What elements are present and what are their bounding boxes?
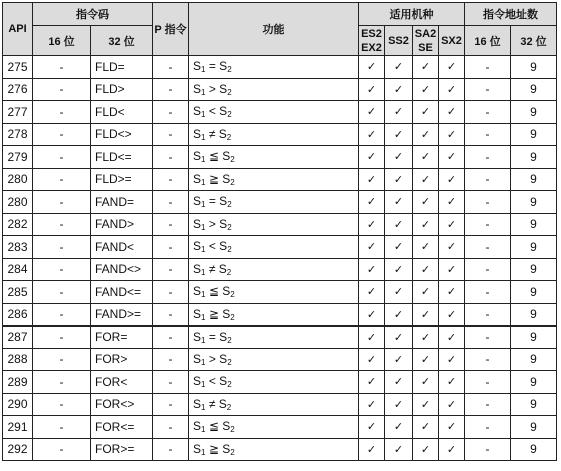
table-row [3,371,557,394]
function-cell [189,258,359,281]
comparison-operator: ≠ [208,261,216,276]
api-cell: 275 [3,56,33,79]
api-cell: 289 [3,371,33,394]
operand-s1: $S_1$ [193,194,206,210]
table-row [3,258,557,281]
steps-32bit-cell: 9 [511,146,557,169]
p-instruction-cell: - [153,101,189,124]
steps-32bit-cell: 9 [511,101,557,124]
operand-s2: $S_2$ [219,194,232,210]
operand-s2: $S_2$ [218,396,232,412]
api-cell: 285 [3,281,33,304]
function-cell [189,326,359,349]
model-ss2-check: ✓ [385,348,413,371]
table-row [3,303,557,326]
operand-s2: $S_2$ [222,306,235,322]
steps-16bit-cell: - [465,168,511,191]
operand-s1: $S_1$ [193,239,206,255]
model-ss2-check: ✓ [385,281,413,304]
model-sx2-check: ✓ [439,236,465,259]
model-es2-check: ✓ [359,371,385,394]
comparison-operator: = [208,329,216,344]
model-es2-check: ✓ [359,326,385,349]
model-ss2-check: ✓ [385,78,413,101]
function-cell [189,348,359,371]
model-ss2-check: ✓ [385,168,413,191]
function-cell [189,438,359,461]
header-steps-32bit: 32 位 [511,26,557,56]
p-instruction-cell: - [153,146,189,169]
steps-32bit-cell: 9 [511,326,557,349]
model-es2-check: ✓ [359,258,385,281]
model-sx2-check: ✓ [439,78,465,101]
steps-32bit-cell: 9 [511,371,557,394]
opcode-16bit-cell: - [33,258,91,281]
model-sa2-check: ✓ [413,326,439,349]
operand-s2: $S_2$ [219,216,232,232]
model-es2-check: ✓ [359,56,385,79]
function-cell [189,416,359,439]
model-ss2-check: ✓ [385,326,413,349]
api-cell: 277 [3,101,33,124]
instruction-table [2,2,557,461]
model-sx2-check: ✓ [439,438,465,461]
opcode-16bit-cell: - [33,393,91,416]
opcode-16bit-cell: - [33,416,91,439]
operand-s1: $S_1$ [193,441,206,457]
steps-32bit-cell: 9 [511,236,557,259]
p-instruction-cell: - [153,348,189,371]
operand-s2: $S_2$ [219,81,232,97]
opcode-32bit-cell: FOR<= [91,416,153,439]
operand-s2: $S_2$ [219,239,232,255]
api-cell: 286 [3,303,33,326]
model-sa2-check: ✓ [413,213,439,236]
api-cell: 279 [3,146,33,169]
function-cell [189,281,359,304]
steps-32bit-cell: 9 [511,123,557,146]
opcode-32bit-cell: FOR<> [91,393,153,416]
model-es2-check: ✓ [359,146,385,169]
operand-s1: $S_1$ [193,149,206,165]
model-es2-check: ✓ [359,78,385,101]
model-sa2-check: ✓ [413,123,439,146]
operand-s1: $S_1$ [193,59,206,75]
operand-s1: $S_1$ [193,216,206,232]
opcode-32bit-cell: FLD< [91,101,153,124]
table-row [3,236,557,259]
operand-s1: $S_1$ [193,419,206,435]
opcode-16bit-cell: - [33,213,91,236]
model-sa2-check: ✓ [413,438,439,461]
api-cell: 276 [3,78,33,101]
comparison-operator: ≧ [208,171,219,186]
operand-s1: $S_1$ [193,351,206,367]
model-ss2-check: ✓ [385,416,413,439]
model-sx2-check: ✓ [439,281,465,304]
model-es2-check: ✓ [359,236,385,259]
operand-s1: $S_1$ [193,126,206,142]
comparison-operator: ≧ [208,306,219,321]
function-cell [189,191,359,214]
function-cell [189,303,359,326]
table-row [3,101,557,124]
opcode-16bit-cell: - [33,371,91,394]
api-cell: 287 [3,326,33,349]
p-instruction-cell: - [153,258,189,281]
comparison-operator: ≠ [208,396,216,411]
steps-32bit-cell: 9 [511,78,557,101]
steps-16bit-cell: - [465,78,511,101]
model-ss2-check: ✓ [385,123,413,146]
table-row [3,123,557,146]
table-row [3,393,557,416]
function-cell [189,56,359,79]
steps-32bit-cell: 9 [511,438,557,461]
steps-16bit-cell: - [465,258,511,281]
model-sx2-check: ✓ [439,56,465,79]
function-cell [189,213,359,236]
model-sx2-check: ✓ [439,416,465,439]
comparison-operator: ≦ [208,284,219,299]
p-instruction-cell: - [153,236,189,259]
model-sa2-check: ✓ [413,303,439,326]
model-sa2-check: ✓ [413,101,439,124]
model-ss2-check: ✓ [385,213,413,236]
operand-s2: $S_2$ [219,104,232,120]
header-model-es2: ES2 [361,27,382,40]
function-cell [189,78,359,101]
table-row [3,78,557,101]
model-sa2-check: ✓ [413,281,439,304]
steps-16bit-cell: - [465,123,511,146]
header-models: 适用机种 [359,3,465,26]
operand-s2: $S_2$ [219,329,232,345]
model-es2-check: ✓ [359,393,385,416]
opcode-16bit-cell: - [33,326,91,349]
opcode-16bit-cell: - [33,303,91,326]
steps-32bit-cell: 9 [511,213,557,236]
comparison-operator: ≧ [208,441,219,456]
steps-16bit-cell: - [465,326,511,349]
steps-32bit-cell: 9 [511,191,557,214]
model-ss2-check: ✓ [385,371,413,394]
table-row [3,146,557,169]
model-es2-check: ✓ [359,438,385,461]
comparison-operator: ≦ [208,149,219,164]
comparison-operator: > [208,216,216,231]
operand-s2: $S_2$ [222,441,235,457]
opcode-16bit-cell: - [33,191,91,214]
operand-s2: $S_2$ [219,59,232,75]
operand-s2: $S_2$ [222,149,235,165]
model-es2-check: ✓ [359,168,385,191]
p-instruction-cell: - [153,371,189,394]
header-opcode: 指令码 [33,3,153,26]
operand-s2: $S_2$ [222,171,235,187]
model-sx2-check: ✓ [439,213,465,236]
model-sa2-check: ✓ [413,416,439,439]
model-sx2-check: ✓ [439,348,465,371]
p-instruction-cell: - [153,416,189,439]
model-sa2-check: ✓ [413,168,439,191]
operand-s1: $S_1$ [193,261,206,277]
opcode-16bit-cell: - [33,236,91,259]
function-cell [189,123,359,146]
opcode-16bit-cell: - [33,56,91,79]
opcode-32bit-cell: FLD<= [91,146,153,169]
model-ss2-check: ✓ [385,101,413,124]
comparison-operator: < [208,104,216,119]
model-sx2-check: ✓ [439,393,465,416]
steps-16bit-cell: - [465,101,511,124]
model-ss2-check: ✓ [385,258,413,281]
comparison-operator: = [208,59,216,74]
model-sx2-check: ✓ [439,371,465,394]
opcode-32bit-cell: FAND<> [91,258,153,281]
header-model-ss2: SS2 [385,26,413,56]
steps-32bit-cell: 9 [511,348,557,371]
table-body [3,56,557,461]
header-32bit: 32 位 [91,26,153,56]
api-cell: 280 [3,168,33,191]
model-es2-check: ✓ [359,281,385,304]
operand-s1: $S_1$ [193,284,206,300]
header-model-es2-ex2 [359,26,385,56]
model-es2-check: ✓ [359,348,385,371]
model-es2-check: ✓ [359,213,385,236]
opcode-32bit-cell: FLD<> [91,123,153,146]
steps-16bit-cell: - [465,438,511,461]
opcode-16bit-cell: - [33,146,91,169]
operand-s2: $S_2$ [218,126,232,142]
api-cell: 280 [3,191,33,214]
table-row [3,416,557,439]
api-cell: 282 [3,213,33,236]
steps-32bit-cell: 9 [511,258,557,281]
p-instruction-cell: - [153,56,189,79]
opcode-32bit-cell: FLD> [91,78,153,101]
steps-32bit-cell: 9 [511,303,557,326]
document-page [2,2,557,461]
operand-s2: $S_2$ [218,261,232,277]
table-row [3,326,557,349]
steps-16bit-cell: - [465,191,511,214]
opcode-16bit-cell: - [33,281,91,304]
comparison-operator: < [208,374,216,389]
comparison-operator: < [208,239,216,254]
p-instruction-cell: - [153,326,189,349]
model-ss2-check: ✓ [385,438,413,461]
operand-s1: $S_1$ [193,374,206,390]
table-row [3,213,557,236]
p-instruction-cell: - [153,123,189,146]
operand-s1: $S_1$ [193,171,206,187]
comparison-operator: > [208,81,216,96]
operand-s1: $S_1$ [193,81,206,97]
p-instruction-cell: - [153,393,189,416]
model-ss2-check: ✓ [385,191,413,214]
opcode-32bit-cell: FOR>= [91,438,153,461]
model-sa2-check: ✓ [413,393,439,416]
steps-16bit-cell: - [465,236,511,259]
operand-s2: $S_2$ [222,419,235,435]
header-model-se: SE [418,41,433,54]
opcode-32bit-cell: FAND<= [91,281,153,304]
opcode-32bit-cell: FOR< [91,371,153,394]
function-cell [189,168,359,191]
table-row [3,191,557,214]
header-model-sa2: SA2 [414,27,437,40]
model-sa2-check: ✓ [413,348,439,371]
api-cell: 283 [3,236,33,259]
opcode-32bit-cell: FAND> [91,213,153,236]
steps-32bit-cell: 9 [511,281,557,304]
header-model-sx2: SX2 [439,26,465,56]
comparison-operator: > [208,351,216,366]
comparison-operator: = [208,194,216,209]
opcode-32bit-cell: FLD>= [91,168,153,191]
opcode-32bit-cell: FAND< [91,236,153,259]
p-instruction-cell: - [153,303,189,326]
model-sx2-check: ✓ [439,303,465,326]
function-cell [189,236,359,259]
model-sx2-check: ✓ [439,101,465,124]
model-ss2-check: ✓ [385,393,413,416]
steps-32bit-cell: 9 [511,393,557,416]
opcode-32bit-cell: FAND= [91,191,153,214]
opcode-32bit-cell: FAND>= [91,303,153,326]
operand-s1: $S_1$ [193,396,206,412]
model-sa2-check: ✓ [413,258,439,281]
opcode-16bit-cell: - [33,101,91,124]
steps-16bit-cell: - [465,303,511,326]
steps-16bit-cell: - [465,416,511,439]
p-instruction-cell: - [153,191,189,214]
opcode-16bit-cell: - [33,78,91,101]
header-steps: 指令地址数 [465,3,557,26]
operand-s2: $S_2$ [222,284,235,300]
opcode-16bit-cell: - [33,168,91,191]
steps-16bit-cell: - [465,146,511,169]
function-cell [189,393,359,416]
api-cell: 292 [3,438,33,461]
operand-s2: $S_2$ [219,351,232,367]
model-sa2-check: ✓ [413,146,439,169]
api-cell: 291 [3,416,33,439]
operand-s1: $S_1$ [193,104,206,120]
model-es2-check: ✓ [359,101,385,124]
api-cell: 290 [3,393,33,416]
opcode-32bit-cell: FLD= [91,56,153,79]
p-instruction-cell: - [153,78,189,101]
header-function: 功能 [189,3,359,56]
model-sa2-check: ✓ [413,236,439,259]
operand-s2: $S_2$ [219,374,232,390]
steps-16bit-cell: - [465,213,511,236]
model-sa2-check: ✓ [413,56,439,79]
model-ss2-check: ✓ [385,56,413,79]
model-sa2-check: ✓ [413,78,439,101]
p-instruction-cell: - [153,213,189,236]
model-es2-check: ✓ [359,303,385,326]
steps-32bit-cell: 9 [511,56,557,79]
table-row [3,438,557,461]
model-es2-check: ✓ [359,123,385,146]
header-16bit: 16 位 [33,26,91,56]
operand-s1: $S_1$ [193,329,206,345]
model-es2-check: ✓ [359,191,385,214]
p-instruction-cell: - [153,438,189,461]
opcode-32bit-cell: FOR= [91,326,153,349]
opcode-16bit-cell: - [33,348,91,371]
model-es2-check: ✓ [359,416,385,439]
model-sa2-check: ✓ [413,371,439,394]
opcode-16bit-cell: - [33,123,91,146]
opcode-32bit-cell: FOR> [91,348,153,371]
header-api: API [3,3,33,56]
steps-32bit-cell: 9 [511,168,557,191]
function-cell [189,101,359,124]
table-row [3,281,557,304]
model-ss2-check: ✓ [385,303,413,326]
p-instruction-cell: - [153,281,189,304]
api-cell: 278 [3,123,33,146]
steps-16bit-cell: - [465,348,511,371]
header-p-instruction: P 指令 [153,3,189,56]
model-sx2-check: ✓ [439,258,465,281]
header-model-ex2: EX2 [361,41,382,54]
model-sx2-check: ✓ [439,146,465,169]
header-steps-16bit: 16 位 [465,26,511,56]
function-cell [189,371,359,394]
steps-16bit-cell: - [465,371,511,394]
api-cell: 288 [3,348,33,371]
steps-32bit-cell: 9 [511,416,557,439]
steps-16bit-cell: - [465,393,511,416]
comparison-operator: ≠ [208,126,216,141]
model-sa2-check: ✓ [413,191,439,214]
comparison-operator: ≦ [208,419,219,434]
model-sx2-check: ✓ [439,168,465,191]
header-model-sa2-se [413,26,439,56]
model-ss2-check: ✓ [385,236,413,259]
p-instruction-cell: - [153,168,189,191]
model-sx2-check: ✓ [439,191,465,214]
model-ss2-check: ✓ [385,146,413,169]
operand-s1: $S_1$ [193,306,206,322]
steps-16bit-cell: - [465,56,511,79]
function-cell [189,146,359,169]
opcode-16bit-cell: - [33,438,91,461]
table-row [3,168,557,191]
model-sx2-check: ✓ [439,326,465,349]
table-row [3,56,557,79]
table-row [3,348,557,371]
api-cell: 284 [3,258,33,281]
steps-16bit-cell: - [465,281,511,304]
model-sx2-check: ✓ [439,123,465,146]
